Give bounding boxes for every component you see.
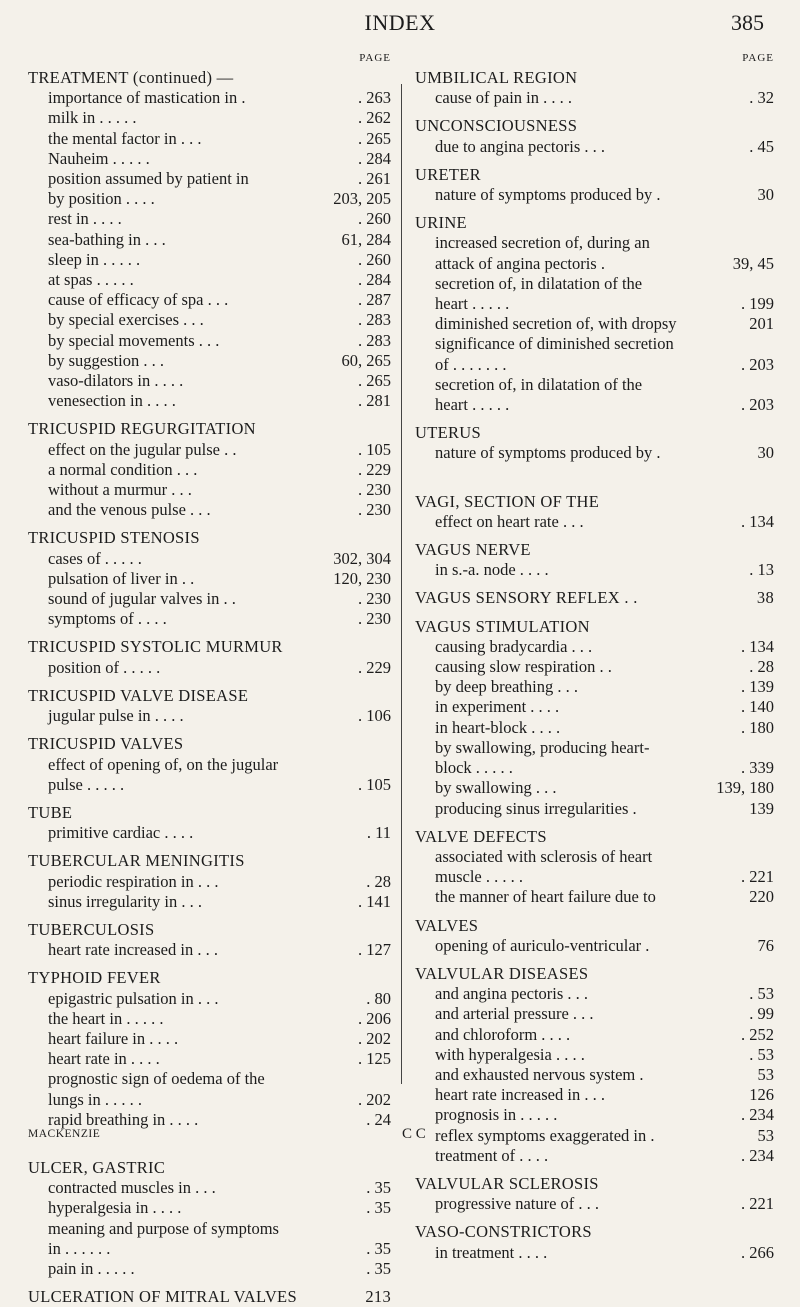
index-heading: VAGI, SECTION OF THE xyxy=(415,491,600,511)
index-subentry-page: . 221 xyxy=(741,867,774,887)
index-heading: URINE xyxy=(415,213,467,233)
index-subentry-page: . 339 xyxy=(741,758,774,778)
index-subentry-text: sound of jugular valves in . . xyxy=(48,589,236,609)
index-subentry-text: by special exercises . . . xyxy=(48,310,204,330)
index-subentry-page: 139 xyxy=(749,798,774,818)
index-subentry-page: . 139 xyxy=(741,677,774,697)
index-subentry-page: . 234 xyxy=(741,1105,774,1125)
index-subentry-page: . 199 xyxy=(741,294,774,314)
index-subentry xyxy=(415,984,774,1004)
index-heading xyxy=(28,1287,391,1307)
index-heading: ULCER, GASTRIC xyxy=(28,1157,166,1177)
index-subentry-text: without a murmur . . . xyxy=(48,480,192,500)
index-subentry-text: pulsation of liver in . . xyxy=(48,568,195,588)
index-subentry xyxy=(415,1146,774,1166)
index-subentry xyxy=(415,867,774,887)
index-subentry-page: 126 xyxy=(749,1085,774,1105)
index-subentry-text: by special movements . . . xyxy=(48,330,220,350)
index-subentry xyxy=(415,185,774,205)
index-subentry xyxy=(28,371,391,391)
index-subentry xyxy=(415,677,774,697)
index-heading: VASO-CONSTRICTORS xyxy=(415,1222,592,1242)
index-subentry-page: . 229 xyxy=(358,657,391,677)
index-heading: TREATMENT (continued) — xyxy=(28,68,234,87)
index-subentry xyxy=(28,331,391,351)
index-subentry xyxy=(28,290,391,310)
index-subentry-text: vaso-dilators in . . . . xyxy=(48,371,184,391)
index-subentry-line: prognostic sign of oedema of the xyxy=(48,1069,265,1089)
index-subentry xyxy=(415,294,774,314)
index-subentry-page: . 35 xyxy=(366,1238,391,1258)
index-subentry xyxy=(28,391,391,411)
index-subentry-page: 53 xyxy=(757,1125,774,1145)
index-subentry-page: . 283 xyxy=(358,330,391,350)
index-subentry-page: . 265 xyxy=(358,371,391,391)
index-subentry-text: producing sinus irregularities . xyxy=(435,798,637,818)
index-subentry-text: nature of symptoms produced by . xyxy=(435,185,661,205)
index-subentry-text: by suggestion . . . xyxy=(48,350,164,370)
index-subentry-page: . 284 xyxy=(358,148,391,168)
index-subentry xyxy=(415,657,774,677)
index-subentry xyxy=(415,443,774,463)
index-subentry xyxy=(415,778,774,798)
index-subentry xyxy=(415,395,774,415)
index-subentry-text: of . . . . . . . xyxy=(435,354,507,374)
index-subentry xyxy=(415,637,774,657)
index-subentry xyxy=(28,149,391,169)
index-subentry-page: . 32 xyxy=(749,88,774,108)
index-subentry xyxy=(415,254,774,274)
index-subentry-page: . 230 xyxy=(358,480,391,500)
index-subentry xyxy=(415,1025,774,1045)
index-subentry xyxy=(415,697,774,717)
index-subentry-text: in experiment . . . . xyxy=(435,697,560,717)
index-subentry-text: sleep in . . . . . xyxy=(48,249,141,269)
index-subentry-text: attack of angina pectoris . xyxy=(435,253,605,273)
index-subentry-page: 61, 284 xyxy=(341,229,391,249)
index-subentry-line: effect of opening of, on the jugular xyxy=(48,754,279,774)
index-subentry xyxy=(28,189,391,209)
index-subentry-text: lungs in . . . . . xyxy=(48,1089,142,1109)
index-subentry-text: contracted muscles in . . . xyxy=(48,1178,216,1198)
page-footer xyxy=(28,1125,778,1148)
index-subentry-page: . 125 xyxy=(358,1049,391,1069)
left-column xyxy=(28,48,391,1307)
index-subentry-text: the manner of heart failure due to xyxy=(435,887,656,907)
index-subentry-text: milk in . . . . . xyxy=(48,108,137,128)
index-subentry-page: 120, 230 xyxy=(333,568,391,588)
index-subentry xyxy=(415,887,774,907)
index-heading: VALVES xyxy=(415,915,479,935)
index-subentry-line: by swallowing, producing heart- xyxy=(435,737,650,757)
index-heading: UTERUS xyxy=(415,423,481,443)
index-subentry-page: . 134 xyxy=(741,636,774,656)
index-subentry-text: symptoms of . . . . xyxy=(48,609,167,629)
index-subentry-text: due to angina pectoris . . . xyxy=(435,136,605,156)
index-subentry-page: . 284 xyxy=(358,270,391,290)
index-subentry-text: and arterial pressure . . . xyxy=(435,1004,594,1024)
index-subentry xyxy=(415,936,774,956)
index-subentry-page: . 252 xyxy=(741,1024,774,1044)
index-subentry-text: pulse . . . . . xyxy=(48,774,125,794)
index-subentry-page: 30 xyxy=(757,443,774,463)
index-subentry-page: . 127 xyxy=(358,940,391,960)
index-subentry-line: associated with sclerosis of heart xyxy=(435,846,653,866)
index-subentry-text: jugular pulse in . . . . xyxy=(48,706,184,726)
index-subentry-page: . 28 xyxy=(749,657,774,677)
index-subentry xyxy=(415,1243,774,1263)
index-subentry-text: nature of symptoms produced by . xyxy=(435,443,661,463)
index-subentry-text: heart rate increased in . . . xyxy=(435,1085,605,1105)
index-subentry-page: . 35 xyxy=(366,1178,391,1198)
page-number: 385 xyxy=(731,10,764,35)
index-subentry xyxy=(28,480,391,500)
index-subentry-page: . 140 xyxy=(741,697,774,717)
index-subentry-text: the heart in . . . . . xyxy=(48,1008,164,1028)
index-subentry xyxy=(28,1178,391,1198)
index-subentry xyxy=(28,1049,391,1069)
index-subentry-line: significance of diminished secretion xyxy=(435,334,674,354)
index-heading: VALVE DEFECTS xyxy=(415,826,547,846)
index-subentry-page: . 230 xyxy=(358,589,391,609)
index-subentry-text: in treatment . . . . xyxy=(435,1242,548,1262)
index-subentry-page: . 283 xyxy=(358,310,391,330)
index-subentry-line: increased secretion of, during an xyxy=(435,233,650,253)
index-subentry-text: causing slow respiration . . xyxy=(435,657,612,677)
index-subentry xyxy=(28,892,391,912)
index-subentry-text: heart . . . . . xyxy=(435,294,510,314)
index-subentry-text: Nauheim . . . . . xyxy=(48,148,150,168)
index-subentry-page: . 35 xyxy=(366,1198,391,1218)
index-subentry-text: periodic respiration in . . . xyxy=(48,871,219,891)
index-heading-page: 38 xyxy=(756,588,774,608)
index-subentry-text: hyperalgesia in . . . . xyxy=(48,1198,182,1218)
column-divider xyxy=(401,84,402,1084)
index-subentry-text: diminished secretion of, with dropsy xyxy=(435,314,677,334)
index-subentry-page: . 24 xyxy=(366,1109,391,1129)
index-subentry-page: . 180 xyxy=(741,717,774,737)
index-subentry-text: prognosis in . . . . . xyxy=(435,1105,558,1125)
index-subentry xyxy=(415,1045,774,1065)
index-subentry-page: . 263 xyxy=(358,88,391,108)
index-subentry-page: . 105 xyxy=(358,774,391,794)
index-subentry xyxy=(28,940,391,960)
index-subentry-page: . 134 xyxy=(741,511,774,531)
index-subentry-text: by swallowing . . . xyxy=(435,778,557,798)
index-subentry-text: effect on the jugular pulse . . xyxy=(48,439,237,459)
index-subentry-page: . 229 xyxy=(358,459,391,479)
index-subentry xyxy=(415,758,774,778)
index-subentry-page: 53 xyxy=(757,1064,774,1084)
index-subentry xyxy=(28,500,391,520)
index-subentry-text: and angina pectoris . . . xyxy=(435,984,589,1004)
index-subentry xyxy=(28,609,391,629)
index-heading: TRICUSPID REGURGITATION xyxy=(28,419,256,439)
running-head xyxy=(0,10,800,40)
index-subentry xyxy=(415,512,774,532)
index-heading: TRICUSPID STENOSIS xyxy=(28,528,200,548)
index-subentry-text: at spas . . . . . xyxy=(48,270,134,290)
index-subentry-text: effect on heart rate . . . xyxy=(435,511,584,531)
index-subentry-text: sea-bathing in . . . xyxy=(48,229,166,249)
index-subentry-page: . 265 xyxy=(358,128,391,148)
index-subentry-text: in heart-block . . . . xyxy=(435,717,561,737)
index-subentry-page: . 99 xyxy=(749,1004,774,1024)
index-subentry-page: 39, 45 xyxy=(732,253,774,273)
index-subentry-text: and chloroform . . . . xyxy=(435,1024,571,1044)
index-subentry xyxy=(28,549,391,569)
index-subentry-text: reflex symptoms exaggerated in . xyxy=(435,1125,655,1145)
index-subentry-page: . 221 xyxy=(741,1194,774,1214)
index-subentry xyxy=(415,1065,774,1085)
index-subentry-text: cause of pain in . . . . xyxy=(435,88,573,108)
index-subentry-page: 76 xyxy=(757,935,774,955)
index-subentry xyxy=(28,250,391,270)
index-subentry xyxy=(28,706,391,726)
index-subentry xyxy=(28,169,391,189)
index-subentry-page: . 141 xyxy=(358,891,391,911)
index-heading: TRICUSPID VALVES xyxy=(28,734,184,754)
index-subentry-text: muscle . . . . . xyxy=(435,867,523,887)
index-subentry-text: primitive cardiac . . . . xyxy=(48,823,194,843)
page-title: INDEX xyxy=(364,10,436,35)
index-heading: TRICUSPID SYSTOLIC MURMUR xyxy=(28,637,283,657)
index-subentry-page: . 53 xyxy=(749,1044,774,1064)
index-subentry-page: . 202 xyxy=(358,1028,391,1048)
index-subentry xyxy=(415,799,774,819)
index-subentry-text: treatment of . . . . xyxy=(435,1145,549,1165)
index-subentry xyxy=(28,569,391,589)
index-heading: TUBERCULOSIS xyxy=(28,919,155,939)
index-heading-page: 213 xyxy=(365,1287,391,1307)
index-subentry-page: . 260 xyxy=(358,209,391,229)
index-heading: VALVULAR SCLEROSIS xyxy=(415,1173,599,1193)
index-subentry xyxy=(28,989,391,1009)
index-subentry-page: . 260 xyxy=(358,249,391,269)
index-subentry-page: . 206 xyxy=(358,1008,391,1028)
index-heading-text: ULCERATION OF MITRAL VALVES xyxy=(28,1287,297,1307)
index-subentry-text: position of . . . . . xyxy=(48,657,161,677)
index-subentry-page: . 45 xyxy=(749,136,774,156)
index-subentry xyxy=(415,718,774,738)
index-subentry xyxy=(415,1194,774,1214)
index-subentry xyxy=(28,1029,391,1049)
index-subentry xyxy=(28,270,391,290)
index-subentry-text: block . . . . . xyxy=(435,758,513,778)
left-page-column-label: PAGE xyxy=(359,52,391,64)
index-subentry xyxy=(28,88,391,108)
index-heading: VALVULAR DISEASES xyxy=(415,963,589,983)
index-subentry-line: secretion of, in dilatation of the xyxy=(435,273,643,293)
index-subentry xyxy=(28,351,391,371)
index-subentry xyxy=(415,1004,774,1024)
index-subentry xyxy=(28,1090,391,1110)
index-subentry xyxy=(415,560,774,580)
footer-signature-mark: C C xyxy=(402,1126,426,1142)
index-subentry xyxy=(28,823,391,843)
index-heading xyxy=(415,588,774,608)
index-subentry-page: 203, 205 xyxy=(333,189,391,209)
index-subentry-page: . 262 xyxy=(358,108,391,128)
index-subentry-page: . 230 xyxy=(358,609,391,629)
index-heading-text: VAGUS SENSORY REFLEX . . xyxy=(415,588,638,608)
index-heading: TUBERCULAR MENINGITIS xyxy=(28,851,245,871)
index-subentry-page: 201 xyxy=(749,314,774,334)
index-heading: URETER xyxy=(415,164,481,184)
index-subentry-text: opening of auriculo-ventricular . xyxy=(435,935,650,955)
index-subentry xyxy=(415,355,774,375)
index-subentry xyxy=(415,137,774,157)
index-heading: TUBE xyxy=(28,802,73,822)
index-heading: VAGUS NERVE xyxy=(415,540,531,560)
index-subentry-line: secretion of, in dilatation of the xyxy=(435,374,643,394)
index-subentry xyxy=(415,314,774,334)
index-subentry xyxy=(28,1009,391,1029)
index-subentry xyxy=(28,1198,391,1218)
index-subentry-text: heart failure in . . . . xyxy=(48,1028,179,1048)
index-subentry-text: epigastric pulsation in . . . xyxy=(48,988,219,1008)
index-subentry-page: . 203 xyxy=(741,354,774,374)
index-subentry-page: . 106 xyxy=(358,706,391,726)
index-subentry-text: cause of efficacy of spa . . . xyxy=(48,290,229,310)
index-subentry-text: heart . . . . . xyxy=(435,395,510,415)
index-subentry xyxy=(28,230,391,250)
index-subentry-text: heart rate in . . . . xyxy=(48,1049,160,1069)
index-subentry xyxy=(28,775,391,795)
index-subentry-page: . 13 xyxy=(749,560,774,580)
index-subentry-text: the mental factor in . . . xyxy=(48,128,202,148)
index-subentry-text: in s.-a. node . . . . xyxy=(435,560,549,580)
index-heading: UMBILICAL REGION xyxy=(415,68,578,87)
index-subentry xyxy=(28,658,391,678)
index-subentry-page: 220 xyxy=(749,887,774,907)
index-subentry xyxy=(28,1110,391,1130)
index-subentry-text: rapid breathing in . . . . xyxy=(48,1109,199,1129)
index-subentry xyxy=(28,108,391,128)
index-subentry-page: . 28 xyxy=(366,871,391,891)
index-subentry-page: . 230 xyxy=(358,500,391,520)
index-subentry xyxy=(28,129,391,149)
index-subentry-page: . 202 xyxy=(358,1089,391,1109)
right-column xyxy=(415,48,774,1263)
index-heading: VAGUS STIMULATION xyxy=(415,616,590,636)
index-subentry-text: with hyperalgesia . . . . xyxy=(435,1044,585,1064)
index-subentry-page: 60, 265 xyxy=(341,350,391,370)
index-subentry-page: . 287 xyxy=(358,290,391,310)
index-heading: TRICUSPID VALVE DISEASE xyxy=(28,685,249,705)
index-subentry-page: 139, 180 xyxy=(716,778,774,798)
index-subentry-text: and the venous pulse . . . xyxy=(48,500,211,520)
index-subentry-page: 30 xyxy=(757,185,774,205)
index-subentry xyxy=(28,1239,391,1259)
index-subentry-text: and exhausted nervous system . xyxy=(435,1064,644,1084)
index-subentry-page: . 281 xyxy=(358,391,391,411)
index-subentry-line: meaning and purpose of symptoms xyxy=(48,1218,279,1238)
index-subentry-text: progressive nature of . . . xyxy=(435,1194,600,1214)
index-subentry-page: 302, 304 xyxy=(333,548,391,568)
index-subentry-text: cases of . . . . . xyxy=(48,548,142,568)
index-subentry-text: importance of mastication in . xyxy=(48,88,246,108)
index-heading: UNCONSCIOUSNESS xyxy=(415,116,578,136)
index-subentry-text: pain in . . . . . xyxy=(48,1258,135,1278)
index-subentry-page: . 80 xyxy=(366,988,391,1008)
index-subentry xyxy=(28,440,391,460)
index-heading: TYPHOID FEVER xyxy=(28,968,161,988)
index-subentry xyxy=(28,209,391,229)
index-subentry-page: . 11 xyxy=(366,823,391,843)
index-subentry-page: . 234 xyxy=(741,1145,774,1165)
index-subentry-text: position assumed by patient in xyxy=(48,169,249,189)
index-subentry-text: by position . . . . xyxy=(48,189,155,209)
index-subentry-text: rest in . . . . xyxy=(48,209,122,229)
index-subentry xyxy=(28,1259,391,1279)
index-subentry xyxy=(28,310,391,330)
index-subentry-page: . 53 xyxy=(749,984,774,1004)
footer-author: MACKENZIE xyxy=(28,1128,101,1140)
index-subentry xyxy=(415,88,774,108)
index-subentry-page: . 266 xyxy=(741,1242,774,1262)
index-subentry-text: heart rate increased in . . . xyxy=(48,940,218,960)
index-subentry-page: . 105 xyxy=(358,439,391,459)
index-subentry xyxy=(415,1085,774,1105)
index-subentry-page: . 203 xyxy=(741,395,774,415)
index-subentry-text: causing bradycardia . . . xyxy=(435,636,593,656)
index-subentry xyxy=(28,460,391,480)
index-subentry-text: a normal condition . . . xyxy=(48,459,198,479)
index-subentry-page: . 261 xyxy=(358,169,391,189)
right-page-column-label: PAGE xyxy=(742,52,774,64)
index-subentry-text: venesection in . . . . xyxy=(48,391,176,411)
index-subentry xyxy=(415,1105,774,1125)
index-subentry xyxy=(28,589,391,609)
index-subentry-page: . 35 xyxy=(366,1258,391,1278)
index-subentry-text: in . . . . . . xyxy=(48,1238,111,1258)
index-subentry-text: by deep breathing . . . xyxy=(435,677,578,697)
index-subentry-text: sinus irregularity in . . . xyxy=(48,891,202,911)
index-subentry xyxy=(28,872,391,892)
